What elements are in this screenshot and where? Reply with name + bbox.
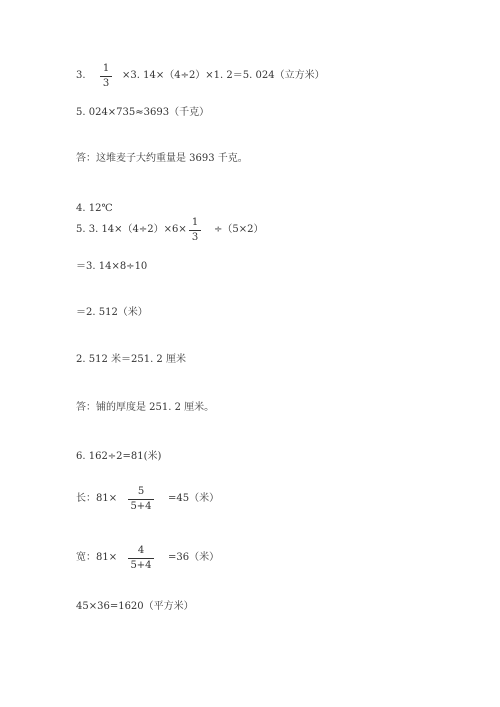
fraction-denominator: 3 <box>191 232 199 243</box>
fraction-numerator: 1 <box>191 217 199 228</box>
length-fraction <box>128 486 154 513</box>
problem-4-line: 4. 12℃ <box>76 203 113 214</box>
problem-3-weight-line: 5. 024×735≈3693（千克） <box>76 107 210 118</box>
width-fraction <box>128 545 154 572</box>
area-line: 45×36=1620（平方米） <box>76 601 194 612</box>
problem-5-step-2: ＝2. 512（米） <box>76 307 148 318</box>
problem-3-answer: 答：这堆麦子大约重量是 3693 千克。 <box>76 153 248 164</box>
width-label: 宽：81× <box>76 552 118 563</box>
problem-3-number: 3. <box>76 70 86 81</box>
problem-5-equation-end: ÷（5×2） <box>214 224 264 235</box>
length-result: =45（米） <box>168 493 220 504</box>
fraction-numerator: 1 <box>102 63 110 74</box>
fraction-bar <box>189 230 201 231</box>
problem-5-step-3: 2. 512 米＝251. 2 厘米 <box>76 354 186 365</box>
width-result: =36（米） <box>168 552 220 563</box>
problem-6-line: 6. 162÷2=81(米) <box>76 451 162 462</box>
problem-3-fraction <box>100 63 112 90</box>
problem-5-equation-start: 5. 3. 14×（4÷2）×6× <box>76 224 187 235</box>
problem-5-answer: 答：铺的厚度是 251. 2 厘米。 <box>76 402 215 413</box>
fraction-bar <box>100 76 112 77</box>
problem-3-equation: ×3. 14×（4÷2）×1. 2＝5. 024（立方米） <box>122 70 325 81</box>
length-label: 长：81× <box>76 493 118 504</box>
fraction-numerator: 4 <box>137 545 145 556</box>
fraction-bar <box>128 499 154 500</box>
fraction-denominator: 5+4 <box>130 501 152 512</box>
fraction-denominator: 5+4 <box>130 560 152 571</box>
fraction-numerator: 5 <box>137 486 145 497</box>
fraction-bar <box>128 558 154 559</box>
problem-5-step-1: ＝3. 14×8÷10 <box>76 261 148 272</box>
fraction-denominator: 3 <box>102 78 110 89</box>
problem-5-fraction <box>189 217 201 244</box>
